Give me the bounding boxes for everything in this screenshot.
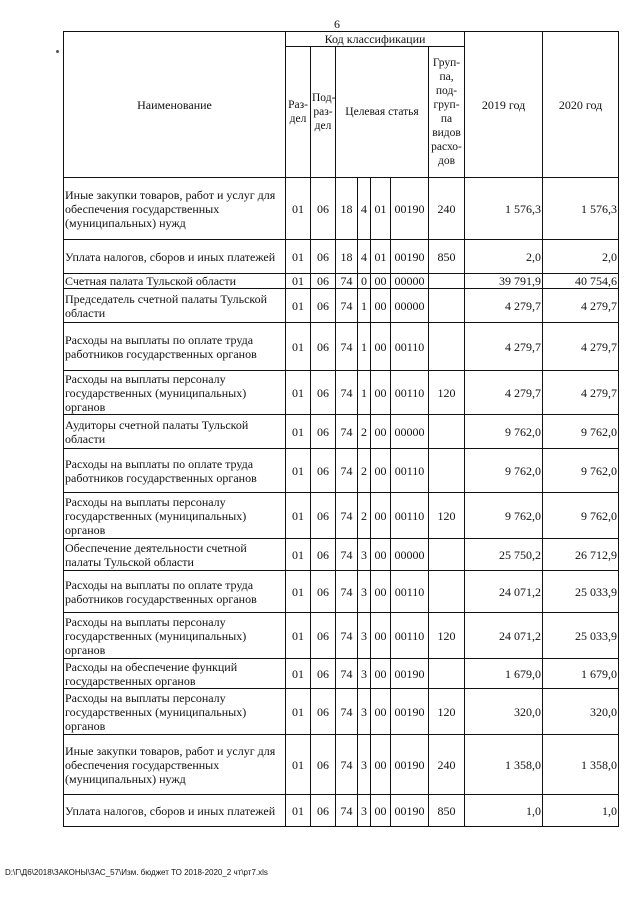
row-value-2020: 4 279,7 [543,323,619,371]
row-name: Счетная палата Тульской области [64,274,286,289]
row-target-program: 74 [336,449,358,493]
row-target-subprogram: 00 [371,795,391,827]
table-row [64,539,619,571]
row-expense-group [429,449,465,493]
row-target-program: 18 [336,178,358,240]
row-razdel: 01 [286,449,311,493]
row-value-2020: 9 762,0 [543,493,619,539]
row-target-subprogram: 00 [371,735,391,795]
header-razdel: Раз- дел [286,47,311,178]
row-name: Уплата налогов, сборов и иных платежей [64,795,286,827]
row-name: Расходы на выплаты по оплате труда работников государственных органов [64,571,286,613]
row-target-direction: 00000 [391,415,429,449]
page-number: 6 [334,17,340,31]
header-podrazdel: Под- раз- дел [311,47,336,178]
row-target-direction: 00110 [391,449,429,493]
row-target-subprogram: 00 [371,613,391,659]
row-target-type: 3 [358,795,371,827]
row-value-2019: 9 762,0 [465,493,543,539]
row-name: Расходы на обеспечение функций государственных органов [64,659,286,689]
row-expense-group [429,539,465,571]
row-target-subprogram: 00 [371,539,391,571]
row-target-program: 74 [336,735,358,795]
row-podrazdel: 06 [311,493,336,539]
row-value-2020: 25 033,9 [543,571,619,613]
row-target-direction: 00190 [391,240,429,274]
row-name: Расходы на выплаты персоналу государственных (муниципальных) органов [64,493,286,539]
row-target-direction: 00190 [391,795,429,827]
row-target-program: 74 [336,613,358,659]
row-target-program: 74 [336,274,358,289]
header-2020: 2020 год [543,32,619,178]
row-value-2020: 1 679,0 [543,659,619,689]
row-target-subprogram: 00 [371,689,391,735]
row-value-2020: 40 754,6 [543,274,619,289]
row-target-subprogram: 00 [371,274,391,289]
row-value-2019: 1 358,0 [465,735,543,795]
row-target-type: 3 [358,539,371,571]
row-value-2019: 1,0 [465,795,543,827]
row-target-type: 1 [358,289,371,323]
row-expense-group: 120 [429,613,465,659]
row-target-program: 74 [336,571,358,613]
row-razdel: 01 [286,735,311,795]
row-expense-group: 850 [429,795,465,827]
row-expense-group [429,571,465,613]
row-name: Иные закупки товаров, работ и услуг для обеспечения государственных (муниципальных) нужд [64,735,286,795]
table-row [64,240,619,274]
row-target-type: 3 [358,735,371,795]
row-target-subprogram: 00 [371,323,391,371]
header-group: Груп- па, под- груп- па видов расхо- дов [429,47,465,178]
row-target-type: 2 [358,449,371,493]
row-value-2020: 2,0 [543,240,619,274]
row-podrazdel: 06 [311,178,336,240]
row-podrazdel: 06 [311,613,336,659]
row-razdel: 01 [286,613,311,659]
row-razdel: 01 [286,571,311,613]
row-expense-group [429,415,465,449]
row-name: Обеспечение деятельности счетной палаты Тульской области [64,539,286,571]
row-expense-group: 850 [429,240,465,274]
row-target-type: 3 [358,613,371,659]
row-name: Расходы на выплаты персоналу государственных (муниципальных) органов [64,689,286,735]
row-target-type: 1 [358,323,371,371]
row-name: Расходы на выплаты по оплате труда работников государственных органов [64,449,286,493]
row-podrazdel: 06 [311,449,336,493]
table-row [64,613,619,659]
row-target-direction: 00190 [391,689,429,735]
row-target-type: 3 [358,571,371,613]
row-target-type: 2 [358,415,371,449]
row-podrazdel: 06 [311,289,336,323]
row-target-subprogram: 01 [371,178,391,240]
row-value-2019: 2,0 [465,240,543,274]
row-target-direction: 00000 [391,289,429,323]
row-podrazdel: 06 [311,659,336,689]
row-value-2020: 9 762,0 [543,415,619,449]
row-expense-group [429,323,465,371]
table-row [64,415,619,449]
row-name: Уплата налогов, сборов и иных платежей [64,240,286,274]
row-target-program: 18 [336,240,358,274]
row-value-2020: 4 279,7 [543,289,619,323]
row-value-2019: 9 762,0 [465,415,543,449]
table-row [64,493,619,539]
table-row [64,659,619,689]
budget-table [63,31,619,827]
row-podrazdel: 06 [311,539,336,571]
table-row [64,323,619,371]
row-podrazdel: 06 [311,571,336,613]
header-code: Код классификации [286,32,465,47]
row-razdel: 01 [286,415,311,449]
row-value-2019: 24 071,2 [465,613,543,659]
row-target-type: 3 [358,689,371,735]
row-target-subprogram: 00 [371,371,391,415]
table-row [64,795,619,827]
row-target-direction: 00190 [391,735,429,795]
row-value-2019: 24 071,2 [465,571,543,613]
row-target-program: 74 [336,795,358,827]
table-row [64,274,619,289]
row-target-program: 74 [336,415,358,449]
row-razdel: 01 [286,493,311,539]
row-target-direction: 00000 [391,274,429,289]
row-name: Иные закупки товаров, работ и услуг для обеспечения государственных (муниципальных) нужд [64,178,286,240]
row-value-2020: 1 576,3 [543,178,619,240]
row-target-type: 4 [358,240,371,274]
row-razdel: 01 [286,795,311,827]
row-value-2019: 4 279,7 [465,323,543,371]
row-value-2019: 9 762,0 [465,449,543,493]
table-row [64,689,619,735]
row-target-direction: 00110 [391,493,429,539]
row-podrazdel: 06 [311,735,336,795]
row-razdel: 01 [286,289,311,323]
row-razdel: 01 [286,659,311,689]
row-expense-group: 120 [429,689,465,735]
row-podrazdel: 06 [311,371,336,415]
row-expense-group [429,274,465,289]
row-target-direction: 00110 [391,571,429,613]
row-razdel: 01 [286,539,311,571]
row-razdel: 01 [286,323,311,371]
table-row [64,449,619,493]
row-target-type: 1 [358,371,371,415]
row-target-subprogram: 01 [371,240,391,274]
row-target-direction: 00190 [391,178,429,240]
row-target-program: 74 [336,659,358,689]
row-value-2020: 1 358,0 [543,735,619,795]
row-target-subprogram: 00 [371,571,391,613]
row-target-program: 74 [336,539,358,571]
row-target-type: 0 [358,274,371,289]
row-expense-group: 120 [429,493,465,539]
row-razdel: 01 [286,689,311,735]
row-name: Председатель счетной палаты Тульской области [64,289,286,323]
row-expense-group: 240 [429,735,465,795]
row-value-2020: 26 712,9 [543,539,619,571]
row-value-2020: 25 033,9 [543,613,619,659]
row-target-program: 74 [336,689,358,735]
row-target-subprogram: 00 [371,659,391,689]
header-target: Целевая статья [336,47,429,178]
row-target-direction: 00110 [391,613,429,659]
row-target-subprogram: 00 [371,449,391,493]
row-expense-group [429,289,465,323]
table-row [64,735,619,795]
row-razdel: 01 [286,240,311,274]
row-target-subprogram: 00 [371,493,391,539]
row-target-subprogram: 00 [371,289,391,323]
row-name: Расходы на выплаты персоналу государственных (муниципальных) органов [64,613,286,659]
row-target-type: 3 [358,659,371,689]
row-value-2019: 4 279,7 [465,289,543,323]
row-target-direction: 00110 [391,323,429,371]
table-row [64,371,619,415]
row-target-program: 74 [336,323,358,371]
table-row [64,571,619,613]
row-podrazdel: 06 [311,323,336,371]
row-target-type: 4 [358,178,371,240]
row-razdel: 01 [286,371,311,415]
row-podrazdel: 06 [311,240,336,274]
row-value-2019: 1 576,3 [465,178,543,240]
row-target-type: 2 [358,493,371,539]
row-target-direction: 00110 [391,371,429,415]
row-value-2019: 320,0 [465,689,543,735]
table-row [64,289,619,323]
row-podrazdel: 06 [311,795,336,827]
scan-dot [56,50,59,53]
row-name: Расходы на выплаты по оплате труда работников государственных органов [64,323,286,371]
table-body [64,178,619,827]
footer-file-path: D:\Г\Д6\2018\ЗАКОНЫ\ЗАС_57\Изм. бюджет ТО 2018-2020_2 чт\рт7.xls [5,868,268,877]
row-razdel: 01 [286,178,311,240]
row-value-2019: 4 279,7 [465,371,543,415]
row-podrazdel: 06 [311,415,336,449]
row-target-program: 74 [336,493,358,539]
row-target-program: 74 [336,371,358,415]
row-podrazdel: 06 [311,274,336,289]
row-value-2019: 1 679,0 [465,659,543,689]
row-value-2019: 25 750,2 [465,539,543,571]
row-value-2020: 4 279,7 [543,371,619,415]
row-value-2020: 1,0 [543,795,619,827]
row-expense-group: 120 [429,371,465,415]
row-name: Расходы на выплаты персоналу государственных (муниципальных) органов [64,371,286,415]
row-name: Аудиторы счетной палаты Тульской области [64,415,286,449]
row-value-2019: 39 791,9 [465,274,543,289]
row-razdel: 01 [286,274,311,289]
row-target-subprogram: 00 [371,415,391,449]
row-expense-group [429,659,465,689]
row-value-2020: 320,0 [543,689,619,735]
row-target-program: 74 [336,289,358,323]
table-row [64,178,619,240]
row-target-direction: 00190 [391,659,429,689]
row-target-direction: 00000 [391,539,429,571]
row-podrazdel: 06 [311,689,336,735]
row-expense-group: 240 [429,178,465,240]
row-value-2020: 9 762,0 [543,449,619,493]
header-name: Наименование [64,32,286,178]
header-2019: 2019 год [465,32,543,178]
